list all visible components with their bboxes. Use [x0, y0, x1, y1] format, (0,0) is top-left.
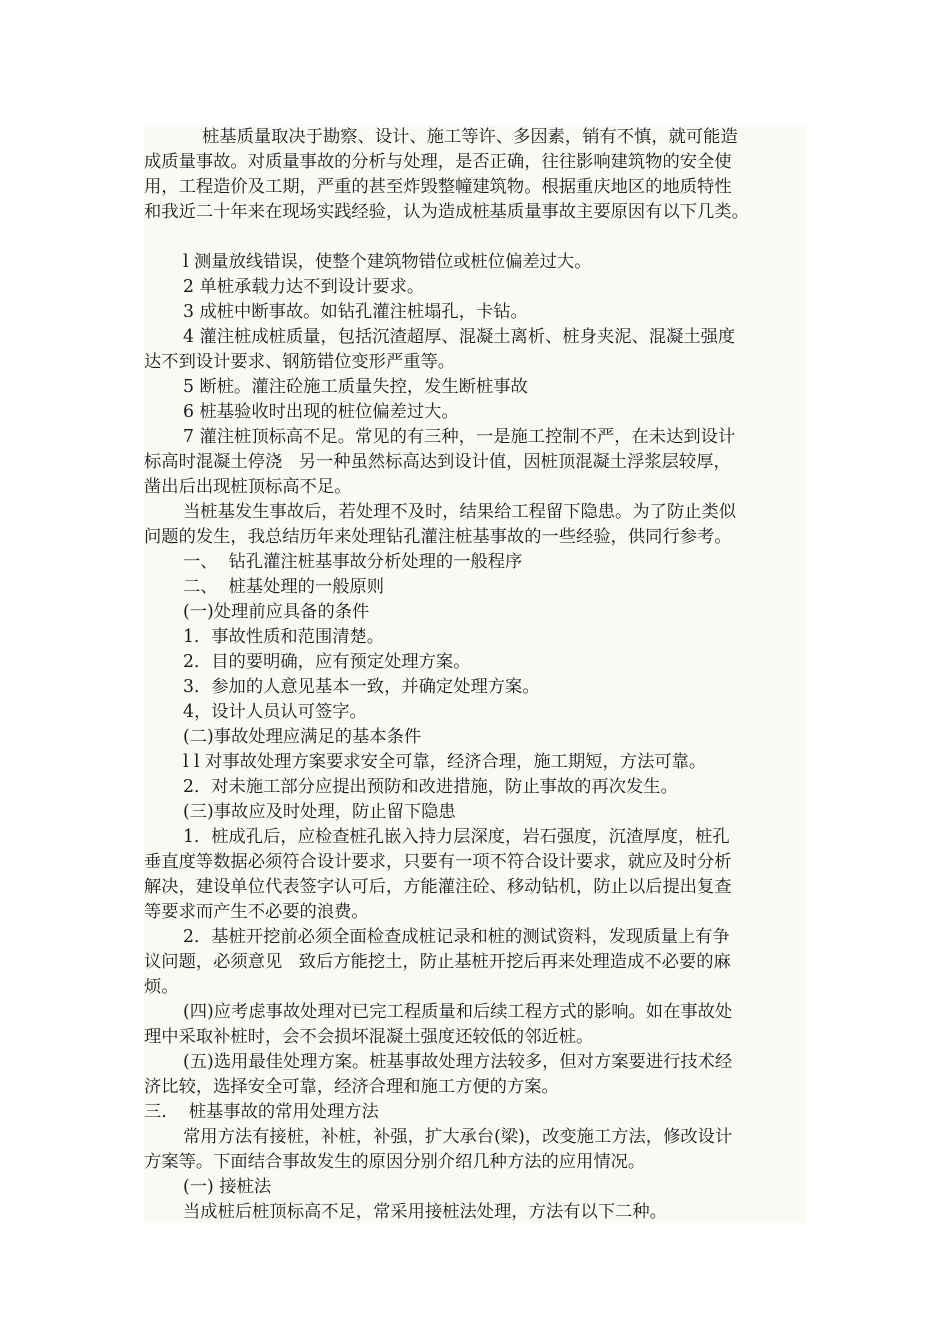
subsection-heading: (五)选用最佳处理方案。桩基事故处理方法较多，但对方案要进行技术经: [183, 1052, 733, 1072]
paragraph-line: 当成桩后桩顶标高不足，常采用接桩法处理，方法有以下二种。: [183, 1202, 667, 1222]
subsection-heading: (二)事故处理应满足的基本条件: [183, 727, 422, 747]
list-item-continuation: 标高时混凝土停浇 另一种虽然标高达到设计值，因桩顶混凝土浮浆层较厚，: [144, 452, 731, 472]
list-item: 2 单桩承载力达不到设计要求。: [183, 277, 425, 297]
list-item: 1．桩成孔后，应检查桩孔嵌入持力层深度，岩石强度，沉渣厚度，桩孔: [183, 827, 730, 847]
section-heading: 三. 桩基事故的常用处理方法: [144, 1102, 379, 1122]
list-item-continuation: 烦。: [144, 977, 179, 997]
paragraph-line: 方案等。下面结合事故发生的原因分别介绍几种方法的应用情况。: [144, 1152, 646, 1172]
list-item: 6 桩基验收时出现的桩位偏差过大。: [183, 402, 459, 422]
list-item: 3 成桩中断事故。如钻孔灌注桩塌孔，卡钻。: [183, 302, 528, 322]
subsection-heading: (一) 接桩法: [183, 1177, 272, 1197]
paragraph-line: 当桩基发生事故后，若处理不及时，结果给工程留下隐患。为了防止类似: [183, 502, 737, 522]
paragraph-line: 桩基质量取决于勘察、设计、施工等许、多因素，销有不慎，就可能造: [202, 127, 738, 147]
section-heading: 一、 钻孔灌注桩基事故分析处理的一般程序: [183, 552, 523, 572]
list-item-continuation: 等要求而产生不必要的浪费。: [144, 902, 369, 922]
list-item-continuation: 达不到设计要求、钢筋错位变形严重等。: [144, 352, 456, 372]
paragraph-line: 理中采取补桩时，会不会损坏混凝土强度还较低的邻近桩。: [144, 1027, 594, 1047]
list-item: 1．事故性质和范围清楚。: [183, 627, 385, 647]
list-item: 2．目的要明确，应有预定处理方案。: [183, 652, 471, 672]
subsection-heading: (三)事故应及时处理，防止留下隐患: [183, 802, 456, 822]
list-item-continuation: 解决，建设单位代表签字认可后，方能灌注砼、移动钻机，防止以后提出复查: [144, 877, 732, 897]
list-item: l 测量放线错误，使整个建筑物错位或桩位偏差过大。: [183, 252, 592, 272]
paragraph-line: 常用方法有接桩，补桩，补强，扩大承台(梁)，改变施工方法，修改设计: [183, 1127, 733, 1147]
list-item: l l 对事故处理方案要求安全可靠，经济合理，施工期短，方法可靠。: [183, 752, 707, 772]
list-item: 3．参加的人意见基本一致，并确定处理方案。: [183, 677, 540, 697]
list-item-continuation: 凿出后出现桩顶标高不足。: [144, 477, 352, 497]
list-item: 2．对未施工部分应提出预防和改进措施，防止事故的再次发生。: [183, 777, 678, 797]
list-item-continuation: 垂直度等数据必须符合设计要求，只要有一项不符合设计要求，就应及时分析: [144, 852, 732, 872]
list-item: 7 灌注桩顶标高不足。常见的有三种，一是施工控制不严，在未达到设计: [183, 427, 736, 447]
list-item: 4 灌注桩成桩质量，包括沉渣超厚、混凝土离析、桩身夹泥、混凝土强度: [183, 327, 736, 347]
paragraph-line: 济比较，选择安全可靠，经济合理和施工方便的方案。: [144, 1077, 559, 1097]
paragraph-line: 问题的发生，我总结历年来处理钻孔灌注桩基事故的一些经验，供同行参考。: [144, 527, 732, 547]
list-item: 5 断桩。灌注砼施工质量失控，发生断桩事故: [183, 377, 528, 397]
list-item: 4，设计人员认可签字。: [183, 702, 367, 722]
paragraph-line: 用，工程造价及工期，严重的甚至炸毁整幢建筑物。根据重庆地区的地质特性: [144, 177, 732, 197]
section-heading: 二、 桩基处理的一般原则: [183, 577, 385, 597]
list-item: 2．基桩开挖前必须全面检查成桩记录和桩的测试资料，发现质量上有争: [183, 927, 730, 947]
paragraph-line: 和我近二十年来在现场实践经验，认为造成桩基质量事故主要原因有以下几类。: [144, 202, 749, 222]
subsection-heading: (四)应考虑事故处理对已完工程质量和后续工程方式的影响。如在事故处: [183, 1002, 733, 1022]
list-item-continuation: 议问题，必须意见 致后方能挖土，防止基桩开挖后再来处理造成不必要的麻: [144, 952, 731, 972]
document-page: [144, 125, 806, 1223]
subsection-heading: (一)处理前应具备的条件: [183, 602, 370, 622]
paragraph-line: 成质量事故。对质量事故的分析与处理，是否正确，往往影响建筑物的安全使: [144, 152, 732, 172]
